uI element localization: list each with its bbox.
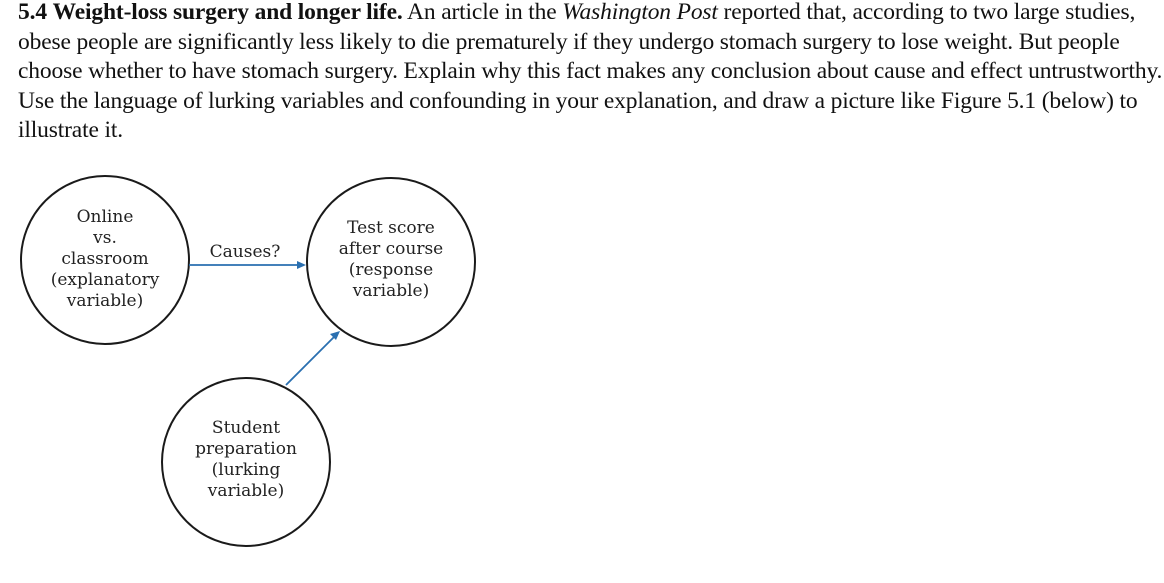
problem-title: Weight-loss surgery and longer life. [52, 0, 403, 25]
lurking-arrow-line [286, 336, 335, 385]
lurking-line-3: (lurking [211, 460, 281, 480]
lurking-line-4: variable) [207, 481, 285, 501]
causes-arrowhead [297, 261, 306, 269]
response-node [307, 178, 475, 346]
problem-intro: An article in the [407, 0, 557, 25]
explanatory-line-3: classroom [61, 249, 149, 269]
lurking-arrow [286, 331, 340, 385]
response-line-4: variable) [352, 281, 430, 301]
causes-label: Causes? [209, 242, 281, 262]
lurking-line-1: Student [211, 418, 281, 438]
lurking-node [162, 378, 330, 546]
explanatory-line-5: variable) [66, 291, 144, 311]
problem-number: 5.4 [18, 0, 47, 25]
lurking-line-2: preparation [195, 439, 297, 459]
explanatory-line-4: (explanatory [50, 270, 160, 290]
problem-body: reported that, according to two large studies, obese people are significantly less likely to die prematurely if they undergo stomach surgery to lose weight. But people choose whether to have stomach surgery. Explain why this fact makes any conclusion about cause and effect untrustworthy. Use the language of lurking variables and confounding in your explanation, and draw a picture like Figure 5.1 (below) to illustrate it. [18, 0, 1163, 144]
explanatory-line-2: vs. [93, 228, 117, 248]
response-line-1: Test score [347, 218, 435, 238]
response-line-3: (response [348, 260, 434, 280]
response-line-2: after course [338, 239, 444, 259]
explanatory-node [21, 176, 189, 344]
causes-arrow [189, 242, 306, 269]
source-name: Washington Post [562, 0, 718, 25]
explanatory-line-1: Online [76, 207, 134, 227]
